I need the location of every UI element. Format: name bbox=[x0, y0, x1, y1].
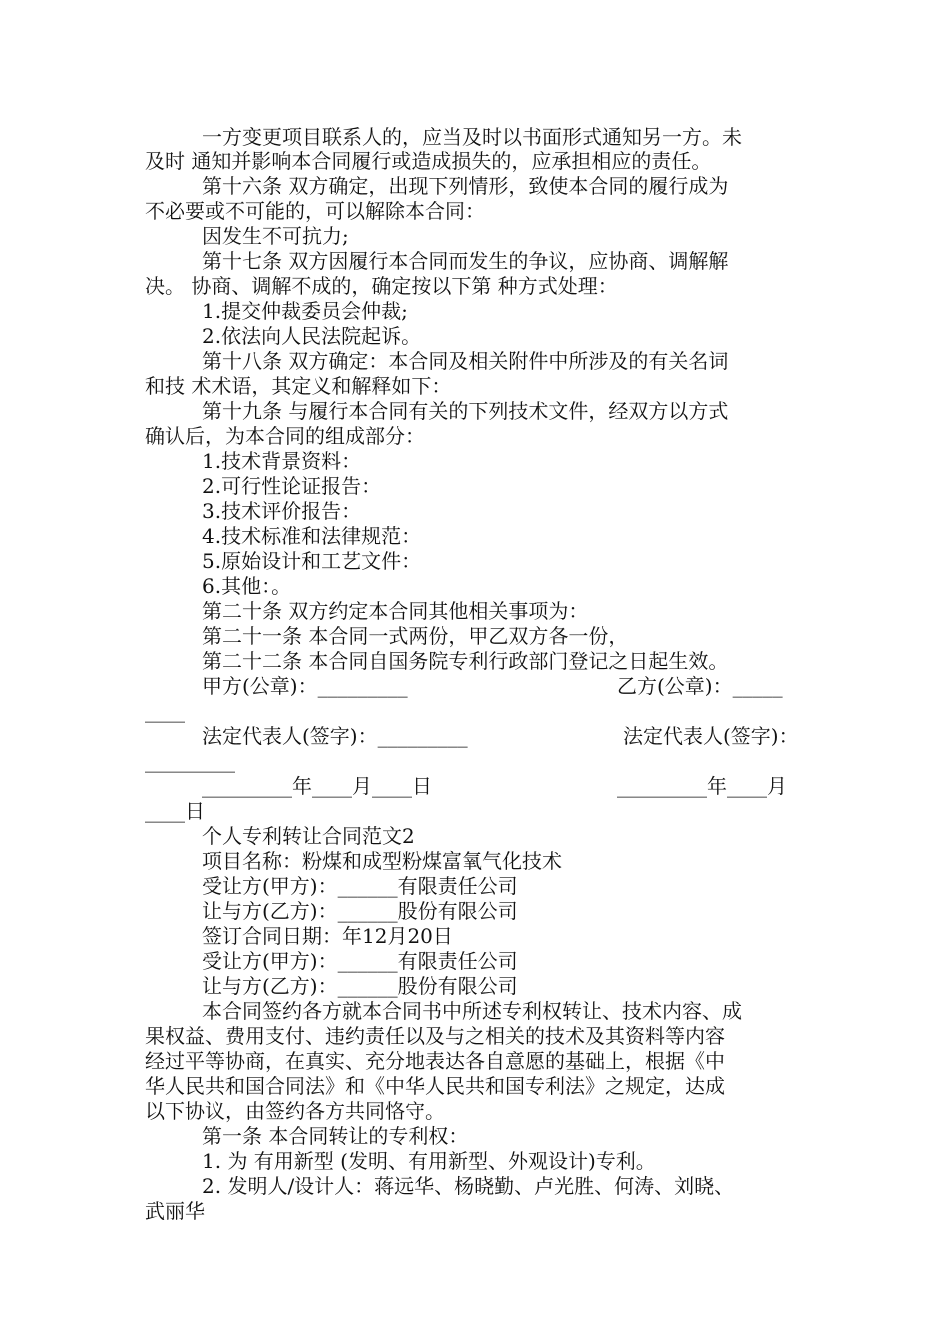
text-line: 个人专利转让合同范文2 bbox=[202, 824, 415, 848]
text-line: ____日 bbox=[145, 799, 205, 823]
text-line: _________年____月____日 bbox=[202, 774, 432, 798]
text-line: 2.可行性论证报告： bbox=[202, 474, 382, 498]
text-line: 第二十一条 本合同一式两份，甲乙双方各一份， bbox=[202, 624, 629, 648]
text-line: 1.提交仲裁委员会仲裁; bbox=[202, 299, 408, 323]
text-line: 第一条 本合同转让的专利权： bbox=[202, 1124, 469, 1148]
text-line: 甲方(公章)：_________ bbox=[202, 674, 408, 698]
text-line: 果权益、费用支付、违约责任以及与之相关的技术及其资料等内容 bbox=[145, 1024, 725, 1048]
text-line: 一方变更项目联系人的，应当及时以书面形式通知另一方。未 bbox=[202, 125, 742, 149]
text-line: 第二十二条 本合同自国务院专利行政部门登记之日起生效。 bbox=[202, 649, 729, 673]
text-line: 2.依法向人民法院起诉。 bbox=[202, 324, 422, 348]
text-line: 乙方(公章)：_____ bbox=[617, 674, 783, 698]
text-line: 受让方(甲方)：______有限责任公司 bbox=[202, 874, 518, 898]
text-line: 1. 为 有用新型 (发明、有用新型、外观设计)专利。 bbox=[202, 1149, 656, 1173]
text-line: 不必要或不可能的，可以解除本合同： bbox=[145, 199, 485, 223]
text-line: 受让方(甲方)：______有限责任公司 bbox=[202, 949, 518, 973]
text-line: 华人民共和国合同法》和《中华人民共和国专利法》之规定，达成 bbox=[145, 1074, 725, 1098]
text-line: _________年____月 bbox=[617, 774, 787, 798]
text-line: 第十九条 与履行本合同有关的下列技术文件，经双方以方式 bbox=[202, 399, 729, 423]
text-line: 4.技术标准和法律规范： bbox=[202, 524, 422, 548]
text-line: _________ bbox=[145, 749, 235, 773]
text-line: 1.技术背景资料： bbox=[202, 449, 362, 473]
text-line: 法定代表人(签字)： bbox=[623, 724, 799, 748]
text-line: 3.技术评价报告： bbox=[202, 499, 362, 523]
text-line: 本合同签约各方就本合同书中所述专利权转让、技术内容、成 bbox=[202, 999, 742, 1023]
text-line: ____ bbox=[145, 699, 185, 723]
text-line: 第十七条 双方因履行本合同而发生的争议，应协商、调解解 bbox=[202, 249, 729, 273]
text-line: 决。 协商、调解不成的，确定按以下第 种方式处理： bbox=[145, 274, 618, 298]
text-line: 第十八条 双方确定：本合同及相关附件中所涉及的有关名词 bbox=[202, 349, 729, 373]
text-line: 项目名称：粉煤和成型粉煤富氧气化技术 bbox=[202, 849, 562, 873]
text-line: 因发生不可抗力; bbox=[202, 224, 349, 248]
text-line: 第二十条 双方约定本合同其他相关事项为： bbox=[202, 599, 589, 623]
text-line: 2. 发明人/设计人：蒋远华、杨晓勤、卢光胜、何涛、刘晓、 bbox=[202, 1174, 735, 1198]
text-line: 及时 通知并影响本合同履行或造成损失的，应承担相应的责任。 bbox=[145, 149, 712, 173]
text-line: 让与方(乙方)：______股份有限公司 bbox=[202, 899, 518, 923]
text-line: 让与方(乙方)：______股份有限公司 bbox=[202, 974, 518, 998]
text-line: 确认后，为本合同的组成部分： bbox=[145, 424, 425, 448]
text-line: 第十六条 双方确定，出现下列情形，致使本合同的履行成为 bbox=[202, 174, 729, 198]
text-line: 签订合同日期：年12月20日 bbox=[202, 924, 453, 948]
text-line: 经过平等协商，在真实、充分地表达各自意愿的基础上，根据《中 bbox=[145, 1049, 725, 1073]
text-line: 和技 术术语，其定义和解释如下： bbox=[145, 374, 452, 398]
text-line: 5.原始设计和工艺文件： bbox=[202, 549, 422, 573]
text-line: 6.其他：。 bbox=[202, 574, 292, 598]
text-line: 武丽华 bbox=[145, 1199, 205, 1223]
text-line: 以下协议，由签约各方共同恪守。 bbox=[145, 1099, 445, 1123]
text-line: 法定代表人(签字)：_________ bbox=[202, 724, 468, 748]
